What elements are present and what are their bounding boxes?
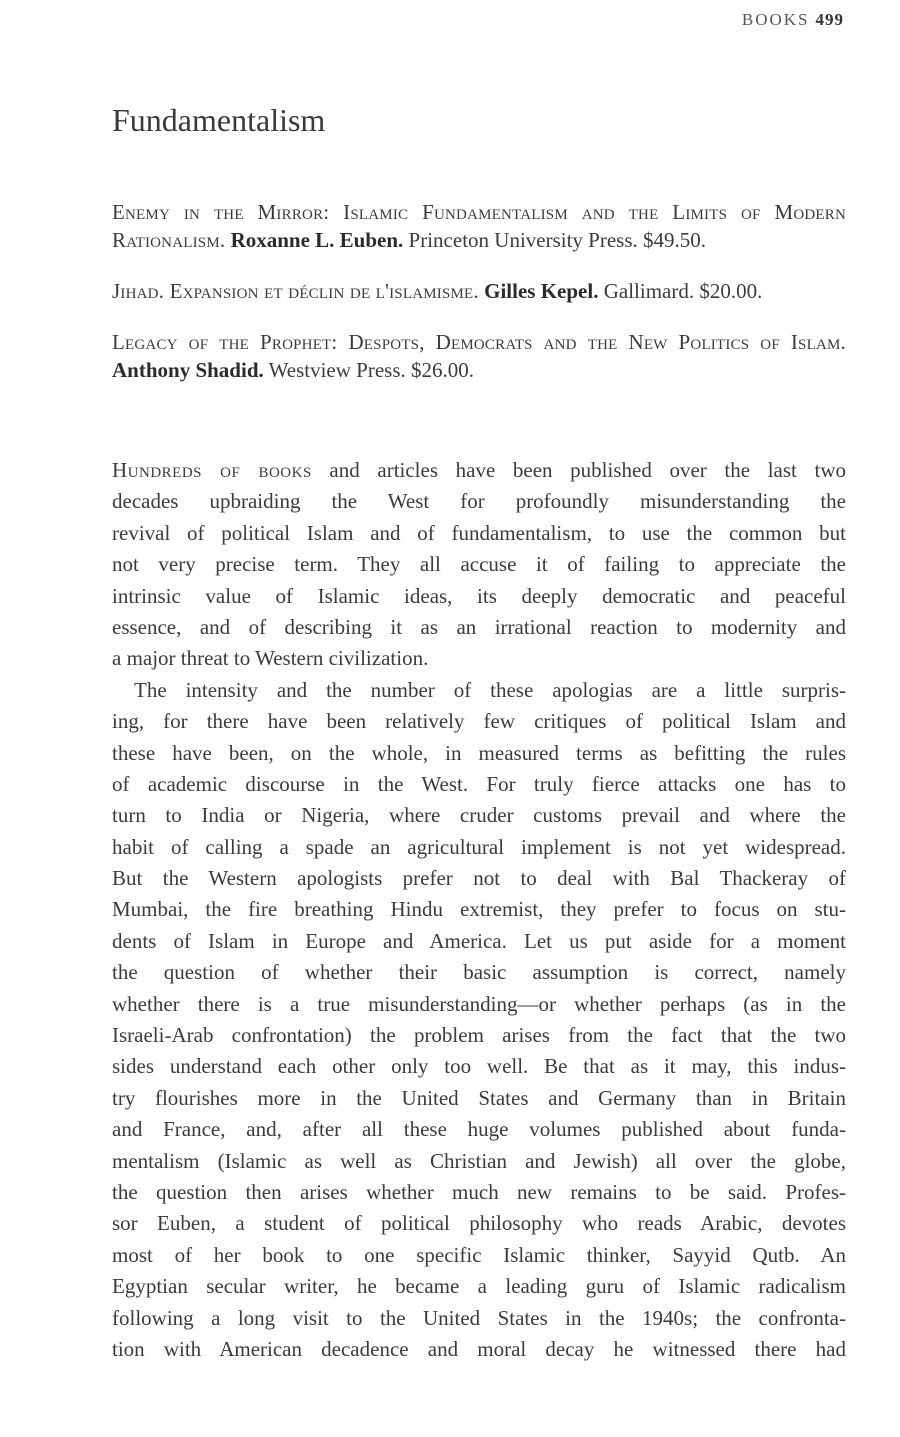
book-entry xyxy=(112,328,846,384)
paragraph-2-line: following a long visit to the United States in the 1940s; the confronta- xyxy=(112,1305,846,1330)
paragraph-2-line: But the Western apologists prefer not to deal with Bal Thackeray of xyxy=(112,866,846,891)
book-publisher: Princeton University Press. xyxy=(408,228,638,252)
book-title: Jihad. Expansion et déclin de l'islamisme. xyxy=(112,279,479,303)
paragraph-2-line: Israeli-Arab confrontation) the problem arises from the fact that the two xyxy=(112,1023,846,1048)
section-name: BOOKS xyxy=(741,10,810,29)
paragraph-2-line: sides understand each other only too well. Be that as it may, this indus- xyxy=(112,1054,846,1079)
paragraph-2-line: dents of Islam in Europe and America. Let us put aside for a moment xyxy=(112,928,846,953)
paragraph-2-line: turn to India or Nigeria, where cruder customs prevail and where the xyxy=(112,803,846,828)
paragraph-1-line xyxy=(112,643,846,674)
line-text: and articles have been published over the last two xyxy=(311,458,847,482)
paragraph-2-line: try flourishes more in the United States and Germany than in Britain xyxy=(112,1085,846,1110)
line-text: a major threat to Western civilization. xyxy=(112,646,429,671)
paragraph-2-line: and France, and, after all these huge volumes published about funda- xyxy=(112,1117,846,1142)
line-text: decades upbraiding the West for profoundly misunderstanding the xyxy=(112,489,846,514)
article-body xyxy=(112,455,846,1365)
paragraph-1-line xyxy=(112,549,846,580)
paragraph-1-line xyxy=(112,455,846,486)
paragraph-2-line: habit of calling a spade an agricultural implement is not yet widespread. xyxy=(112,834,846,859)
line-text: essence, and of describing it as an irrational reaction to modernity and xyxy=(112,614,846,639)
paragraph-1-line xyxy=(112,486,846,517)
paragraph-2-line: Mumbai, the fire breathing Hindu extremist, they prefer to focus on stu- xyxy=(112,897,846,922)
paragraph-2-line: ing, for there have been relatively few critiques of political Islam and xyxy=(112,709,846,734)
book-author: Roxanne L. Euben. xyxy=(230,228,404,252)
book-entry xyxy=(112,277,846,305)
book-author: Gilles Kepel. xyxy=(484,279,599,303)
book-list xyxy=(112,198,846,407)
paragraph-2-line: The intensity and the number of these apologias are a little surpris- xyxy=(134,677,846,702)
paragraph-2-line: sor Euben, a student of political philosophy who reads Arabic, devotes xyxy=(112,1211,846,1236)
running-head xyxy=(742,10,844,30)
book-price: $26.00. xyxy=(411,358,475,382)
paragraph-1-line xyxy=(112,518,846,549)
book-title: Legacy of the Prophet: Despots, Democrats and the New Politics of Islam. xyxy=(112,330,846,354)
paragraph-2-line: whether there is a true misunderstanding—or whether perhaps (as in the xyxy=(112,991,846,1016)
paragraph-2-line: of academic discourse in the West. For truly fierce attacks one has to xyxy=(112,771,846,796)
page-number: 499 xyxy=(815,10,844,29)
book-publisher: Gallimard. xyxy=(603,279,695,303)
paragraph-2-line: mentalism (Islamic as well as Christian and Jewish) all over the globe, xyxy=(112,1148,846,1173)
book-price: $20.00. xyxy=(699,279,763,303)
line-text: not very precise term. They all accuse it of failing to appreciate the xyxy=(112,552,846,577)
line-text: intrinsic value of Islamic ideas, its deeply democratic and peaceful xyxy=(112,583,846,608)
book-entry xyxy=(112,198,846,254)
paragraph-2-line: these have been, on the whole, in measured terms as befitting the rules xyxy=(112,740,846,765)
book-author: Anthony Shadid. xyxy=(112,358,264,382)
section-title: Fundamentalism xyxy=(112,102,326,138)
paragraph-2-line: the question then arises whether much new remains to be said. Profes- xyxy=(112,1179,846,1204)
paragraph-1-line xyxy=(112,581,846,612)
book-publisher: Westview Press. xyxy=(268,358,406,382)
paragraph-2-line: Egyptian secular writer, he became a leading guru of Islamic radicalism xyxy=(112,1274,846,1299)
lead-in: Hundreds of books xyxy=(112,458,312,482)
line-text: revival of political Islam and of fundamentalism, to use the common but xyxy=(112,520,846,545)
paragraph-2-line: tion with American decadence and moral decay he witnessed there had xyxy=(112,1336,846,1361)
book-price: $49.50. xyxy=(643,228,707,252)
paragraph-2-line: the question of whether their basic assumption is correct, namely xyxy=(112,960,846,985)
paragraph-2-line: most of her book to one specific Islamic thinker, Sayyid Qutb. An xyxy=(112,1242,846,1267)
book-title: Enemy in the Mirror: Islamic Fundamentalism and the Limits of Modern Rationalism. xyxy=(112,200,846,252)
paragraph-1-line xyxy=(112,612,846,643)
